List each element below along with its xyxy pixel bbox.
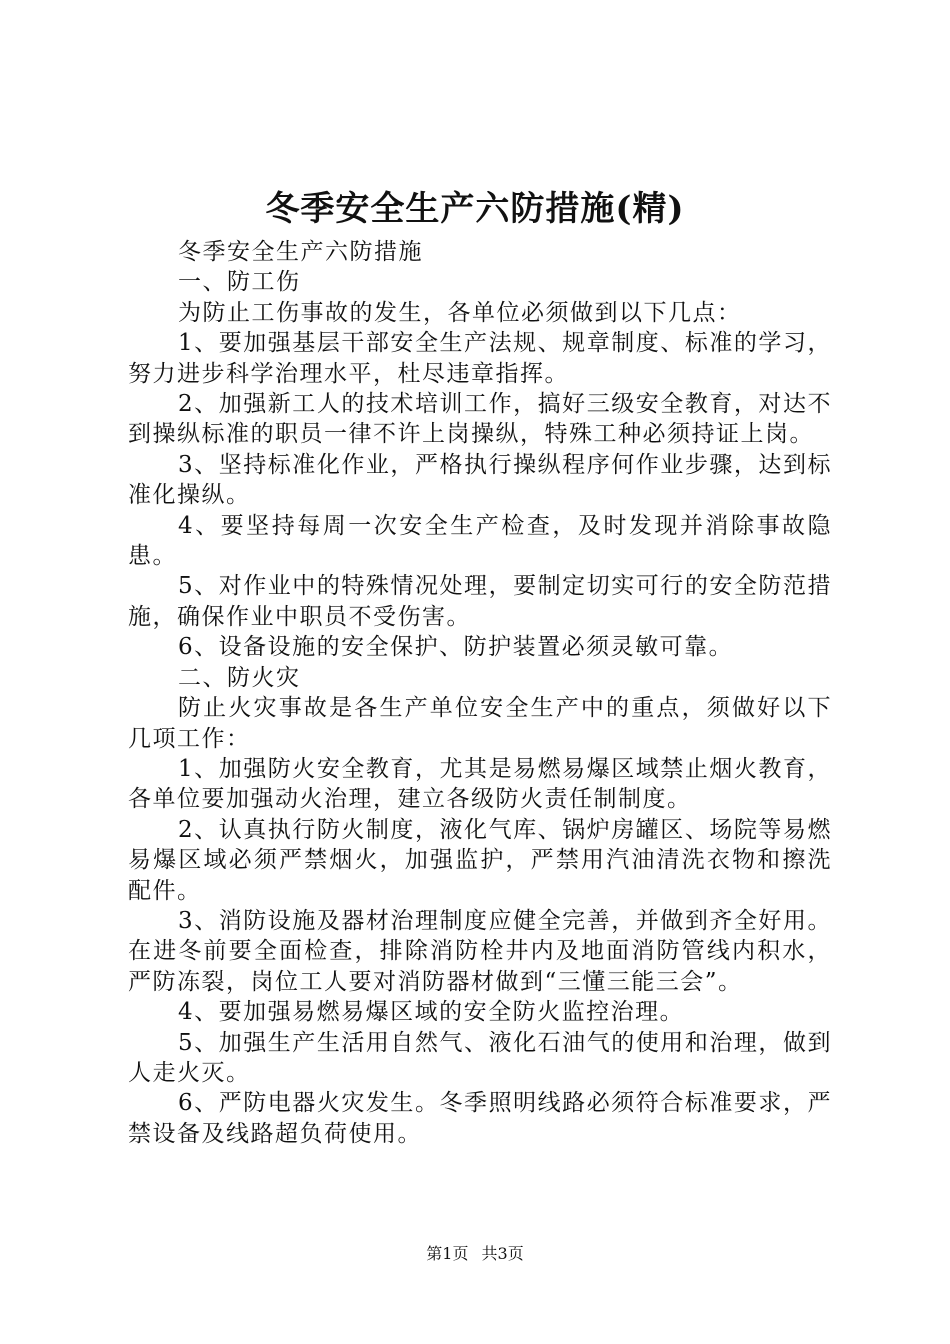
paragraph: 6、设备设施的安全保护、防护装置必须灵敏可靠。 <box>178 634 734 661</box>
paragraph-subtitle: 冬季安全生产六防措施 <box>178 239 423 265</box>
paragraph: 为防止工伤事故的发生，各单位必须做到以下几点： <box>178 299 742 326</box>
paragraph: 6、严防电器火灾发生。冬季照明线路必须符合标准要求，严禁设备及线路超负荷使用。 <box>128 1090 832 1147</box>
page-number: 第1页 <box>426 1244 469 1263</box>
page-total: 共3页 <box>481 1244 524 1263</box>
document-title: 冬季安全生产六防措施(精) <box>265 189 685 229</box>
paragraph: 2、认真执行防火制度，液化气库、锅炉房罐区、场院等易燃易爆区域必须严禁烟火，加强监护，严禁用汽油清洗衣物和擦洗配件。 <box>128 816 832 904</box>
paragraph: 防止火灾事故是各生产单位安全生产中的重点，须做好以下几项工作： <box>128 695 832 752</box>
paragraph: 5、对作业中的特殊情况处理，要制定切实可行的安全防范措施，确保作业中职员不受伤害。 <box>128 573 832 630</box>
paragraph: 5、加强生产生活用自然气、液化石油气的使用和治理，做到人走火灭。 <box>128 1029 832 1086</box>
paragraph: 1、要加强基层干部安全生产法规、规章制度、标准的学习，努力进步科学治理水平，杜尽违章指挥。 <box>128 330 832 387</box>
section-heading-fire: 二、防火灾 <box>178 664 301 691</box>
paragraph: 4、要加强易燃易爆区域的安全防火监控治理。 <box>178 999 685 1026</box>
paragraph: 4、要坚持每周一次安全生产检查，及时发现并消除事故隐患。 <box>128 512 832 570</box>
paragraph: 2、加强新工人的技术培训工作，搞好三级安全教育，对达不到操纵标准的职员一律不许上岗操纵，特殊工种必须持证上岗。 <box>128 391 832 448</box>
section-heading-injury: 一、防工伤 <box>178 269 301 296</box>
page-footer <box>0 1244 950 1264</box>
paragraph: 3、坚持标准化作业，严格执行操纵程序何作业步骤，达到标准化操纵。 <box>128 451 832 509</box>
paragraph: 3、消防设施及器材治理制度应健全完善，并做到齐全好用。在进冬前要全面检查，排除消防栓井内及地面消防管线内积水，严防冻裂，岗位工人要对消防器材做到“三懂三能三会”。 <box>128 907 832 995</box>
paragraph: 1、加强防火安全教育，尤其是易燃易爆区域禁止烟火教育，各单位要加强动火治理，建立各级防火责任制制度。 <box>128 755 832 813</box>
document-body <box>128 237 832 1149</box>
